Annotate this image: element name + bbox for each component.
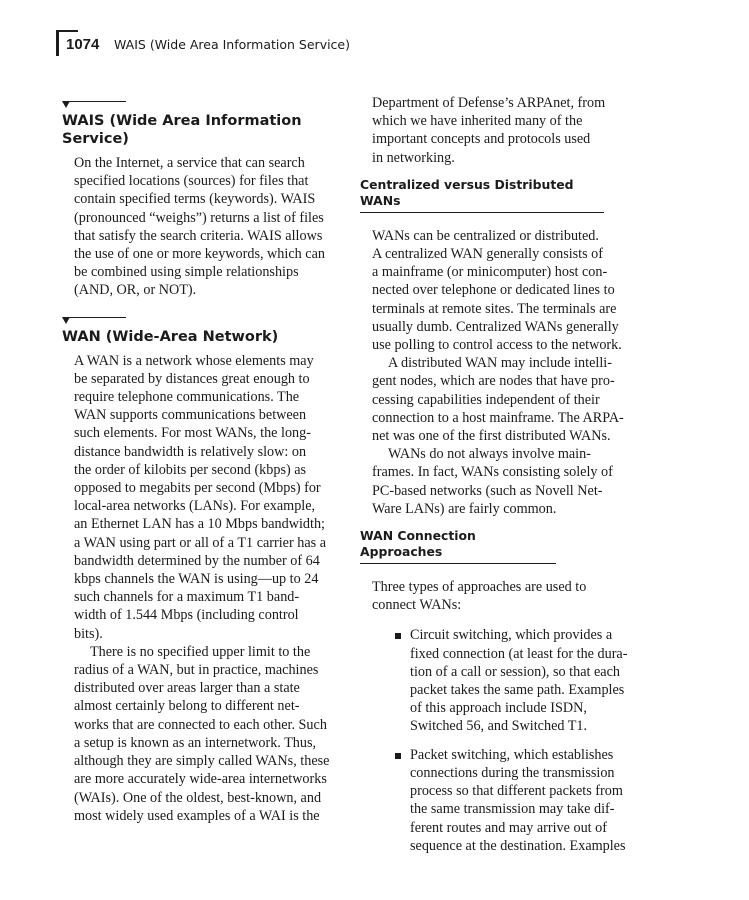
centralized-paragraph-1 <box>360 227 650 354</box>
text-line: frames. In fact, WANs consisting solely of <box>372 464 613 481</box>
text-line: Three types of approaches are used to <box>372 579 587 596</box>
wan-connection-approaches-heading: WAN Connection Approaches <box>360 528 556 564</box>
approaches-intro <box>360 578 650 614</box>
centralized-paragraph-2 <box>360 354 650 445</box>
wan-paragraph-2 <box>62 643 352 825</box>
text-line: Ware LANs) are fairly common. <box>372 500 557 517</box>
bullet-square-icon <box>395 753 401 759</box>
text-line: important concepts and protocols used <box>372 131 591 148</box>
text-line: require telephone communications. The <box>74 389 300 406</box>
header-rule-vertical <box>56 30 59 56</box>
text-line: Circuit switching, which provides a <box>410 627 613 644</box>
text-line: WANs do not always involve main- <box>388 446 591 463</box>
text-line: tion of a call or session), so that each <box>410 663 620 680</box>
text-line: the order of kilobits per second (kbps) as <box>74 461 307 478</box>
text-line: A distributed WAN may include intelli- <box>388 355 612 372</box>
text-line: net was one of the first distributed WANs. <box>372 428 611 445</box>
text-line: opposed to megabits per second (Mbps) for <box>74 480 321 497</box>
text-line: such elements. For most WANs, the long- <box>74 425 311 442</box>
text-line: most widely used examples of a WAI is the <box>74 807 320 824</box>
right-column <box>360 94 650 865</box>
running-title: WAIS (Wide Area Information Service) <box>114 37 350 52</box>
text-line: contain specified terms (keywords). WAIS <box>74 191 316 208</box>
page-header <box>56 30 616 58</box>
wan-entry-title: WAN (Wide-Area Network) <box>62 328 279 345</box>
text-line: distributed over areas larger than a state <box>74 680 300 697</box>
text-line: kbps channels the WAN is using—up to 24 <box>74 571 319 588</box>
text-line: be combined using simple relationships <box>74 264 299 281</box>
text-line: width of 1.544 Mbps (including control <box>74 607 299 624</box>
text-line: Switched 56, and Switched T1. <box>410 718 588 735</box>
text-line: distance bandwidth is relatively slow: on <box>74 443 307 460</box>
wan-paragraph-1 <box>62 352 352 643</box>
text-line: sequence at the destination. Examples <box>410 837 626 854</box>
text-line: packet takes the same path. Examples <box>410 682 625 699</box>
text-line: specified locations (sources) for files that <box>74 173 309 190</box>
text-line: On the Internet, a service that can search <box>74 155 305 171</box>
text-line: a mainframe (or minicomputer) host con- <box>372 264 608 281</box>
wan-entry-heading <box>62 314 352 346</box>
text-line: connection to a host mainframe. The ARPA- <box>372 409 624 426</box>
text-line: that satisfy the search criteria. WAIS allows <box>74 227 323 244</box>
wais-entry-title <box>62 112 352 148</box>
text-line: terminals at remote sites. The terminals are <box>372 300 617 317</box>
list-item-packet-switching <box>360 746 650 855</box>
page-number: 1074 <box>66 36 100 53</box>
text-line: use polling to control access to the network. <box>372 337 622 354</box>
text-line: nected over telephone or dedicated lines to <box>372 282 615 299</box>
wais-entry-heading <box>62 98 352 148</box>
text-line: A WAN is a network whose elements may <box>74 352 314 369</box>
text-line: of this approach include ISDN, <box>410 700 587 717</box>
wais-title-line: WAIS (Wide Area Information <box>62 113 302 129</box>
text-line: connect WANs: <box>372 597 462 614</box>
text-line: bits). <box>74 625 103 642</box>
text-line: ferent routes and may arrive out of <box>410 819 607 836</box>
text-line: an Ethernet LAN has a 10 Mbps bandwidth; <box>74 516 325 533</box>
text-line: be separated by distances great enough to <box>74 370 310 387</box>
text-line: PC-based networks (such as Novell Net- <box>372 482 603 499</box>
centralized-paragraph-3 <box>360 445 650 518</box>
text-line: are more accurately wide-area internetworks <box>74 771 327 788</box>
text-line: works that are connected to each other. Such <box>74 716 327 733</box>
text-line: gent nodes, which are nodes that have pro- <box>372 373 615 390</box>
approaches-list <box>360 626 650 854</box>
entry-marker-icon <box>62 98 352 112</box>
list-item-text <box>410 746 650 855</box>
text-line: the same transmission may take dif- <box>410 801 615 818</box>
text-line: (pronounced “weighs”) returns a list of files <box>74 209 324 226</box>
wan-paragraph-2-continued <box>360 94 650 167</box>
centralized-vs-distributed-heading: Centralized versus Distributed WANs <box>360 177 604 213</box>
text-line: radius of a WAN, but in practice, machines <box>74 662 319 679</box>
text-line: connections during the transmission <box>410 764 615 781</box>
bullet-square-icon <box>395 633 401 639</box>
text-line: such channels for a maximum T1 band- <box>74 589 300 606</box>
text-line: in networking. <box>372 149 455 166</box>
text-line: process so that different packets from <box>410 783 623 800</box>
text-line: bandwidth determined by the number of 64 <box>74 552 320 569</box>
text-line: (WAIs). One of the oldest, best-known, and <box>74 789 322 806</box>
header-rule-horizontal <box>56 30 78 32</box>
text-line: the use of one or more keywords, which can <box>74 246 325 263</box>
text-line: WANs can be centralized or distributed. <box>372 227 599 244</box>
text-line: almost certainly belong to different net- <box>74 698 300 715</box>
list-item-circuit-switching <box>360 626 650 735</box>
left-column <box>62 98 352 825</box>
wais-definition <box>62 154 352 300</box>
text-line: usually dumb. Centralized WANs generally <box>372 318 619 335</box>
text-line: There is no specified upper limit to the <box>90 643 311 660</box>
text-line: although they are simply called WANs, these <box>74 753 330 770</box>
text-line: A centralized WAN generally consists of <box>372 246 604 263</box>
list-item-text <box>410 626 650 735</box>
text-line: which we have inherited many of the <box>372 113 583 130</box>
text-line: Packet switching, which establishes <box>410 746 614 763</box>
entry-marker-icon <box>62 314 352 328</box>
text-line: fixed connection (at least for the dura- <box>410 645 628 662</box>
text-line: (AND, OR, or NOT). <box>74 282 197 299</box>
text-line: Department of Defense’s ARPAnet, from <box>372 95 606 111</box>
text-line: a WAN using part or all of a T1 carrier has a <box>74 534 326 551</box>
text-line: WAN supports communications between <box>74 407 307 424</box>
text-line: local-area networks (LANs). For example, <box>74 498 316 515</box>
text-line: a setup is known as an internetwork. Thus, <box>74 734 317 751</box>
wais-title-line: Service) <box>62 131 129 147</box>
text-line: cessing capabilities independent of their <box>372 391 600 408</box>
